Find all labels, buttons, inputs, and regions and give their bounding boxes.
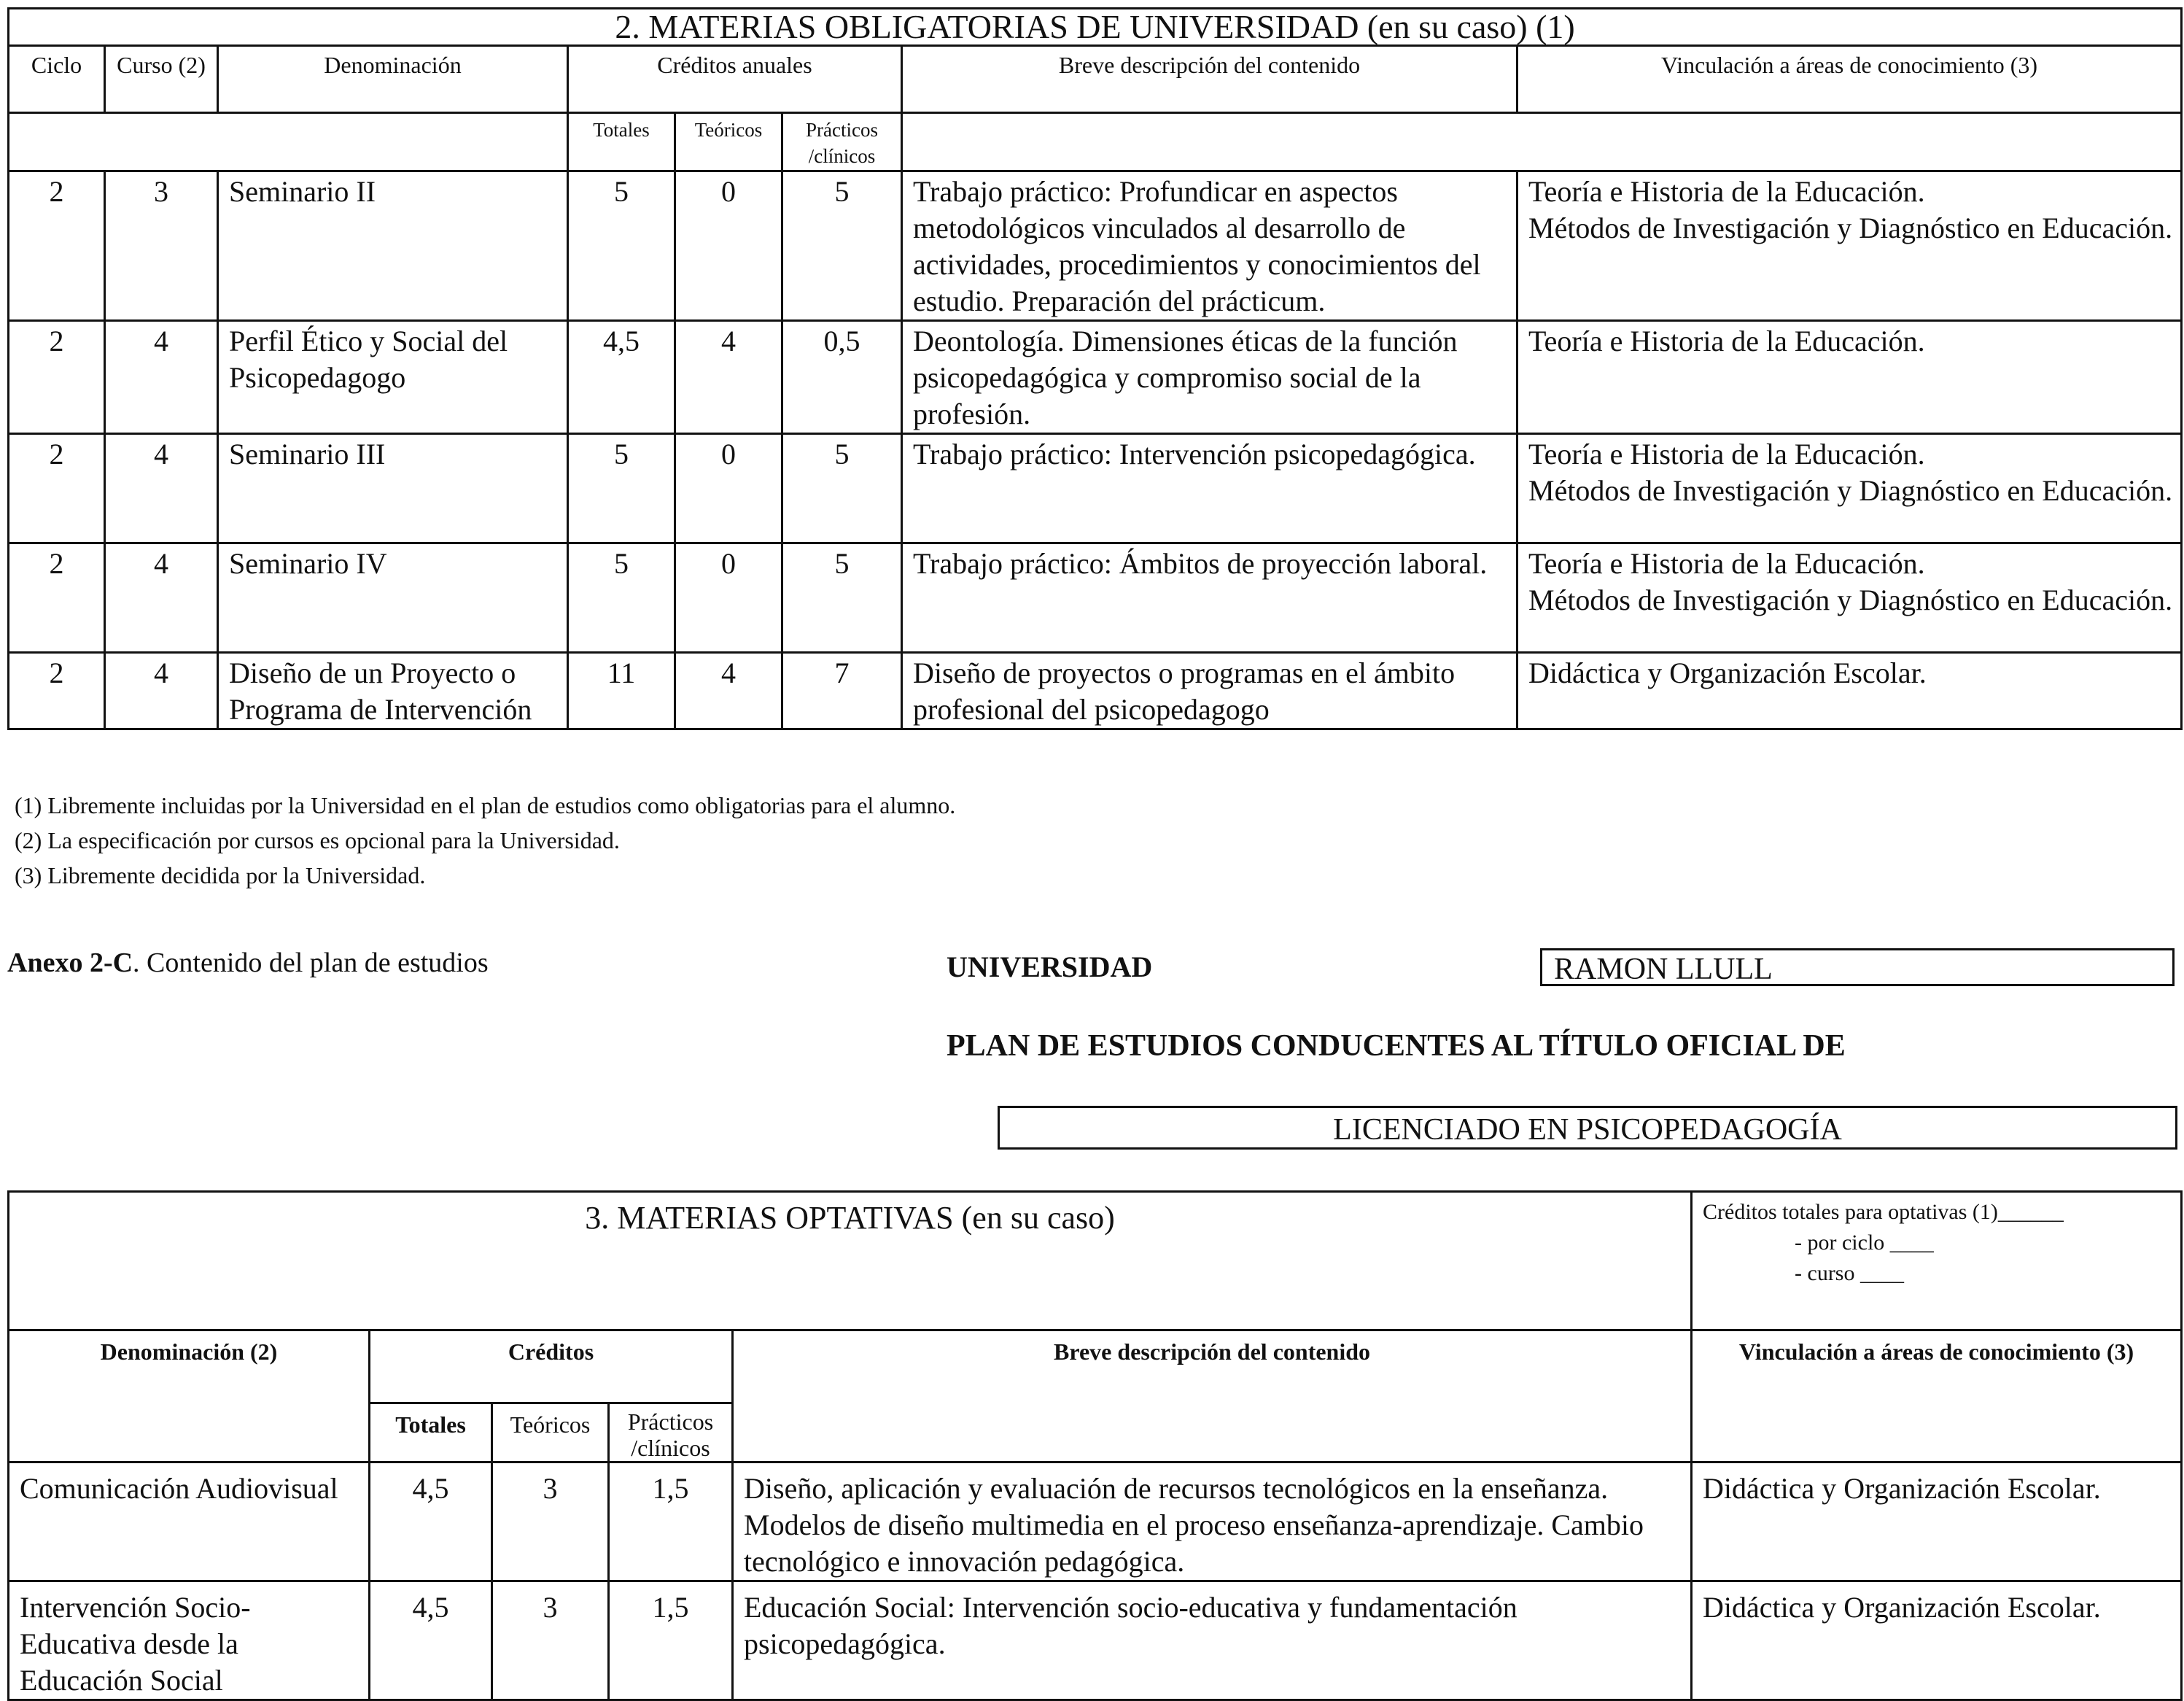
footnotes [15, 788, 955, 893]
vinculacion-line: Métodos de Investigación y Diagnóstico en Educación. [1528, 212, 2173, 244]
cell-vinculacion: Didáctica y Organización Escolar. [1692, 1581, 2182, 1700]
cell-teoricos: 3 [492, 1462, 609, 1581]
cell-teoricos: 3 [492, 1581, 609, 1700]
cell-teoricos: 4 [675, 321, 782, 434]
universidad-label: UNIVERSIDAD [947, 950, 1153, 983]
header-totales: Totales [568, 113, 675, 171]
cell-descripcion: Deontología. Dimensiones éticas de la función psicopedagógica y compromiso social de la profesión. [902, 321, 1517, 434]
footnote: (2) La especificación por cursos es opcional para la Universidad. [15, 827, 620, 853]
cell-vinculacion: Didáctica y Organización Escolar. [1692, 1462, 2182, 1581]
cell-vinculacion [1517, 171, 2182, 321]
cell-practicos: 0,5 [782, 321, 902, 434]
header-denominacion: Denominación [218, 46, 568, 113]
vinculacion-line: Teoría e Historia de la Educación. [1528, 175, 1925, 208]
header-vinculacion: Vinculación a áreas de conocimiento (3) [1517, 46, 2182, 113]
cell-curso: 4 [105, 434, 218, 543]
cell-ciclo: 2 [9, 543, 105, 653]
table-row [9, 171, 2182, 321]
header-curso: Curso (2) [105, 46, 218, 113]
optativas-table [7, 1190, 2183, 1701]
cell-teoricos: 4 [675, 653, 782, 729]
universidad-value: RAMON LLULL [1540, 948, 2175, 986]
table-row [9, 434, 2182, 543]
header-spacer [9, 113, 568, 171]
cell-descripcion: Trabajo práctico: Profundicar en aspectos metodológicos vinculados al desarrollo de actividades, procedimientos y conocimientos del estudio. Preparación del prácticum. [902, 171, 1517, 321]
cell-denominacion: Perfil Ético y Social del Psicopedagogo [218, 321, 568, 434]
credit-line: - por ciclo ____ [1795, 1231, 1934, 1255]
cell-vinculacion [1517, 321, 2182, 434]
header-denominacion: Denominación (2) [9, 1330, 370, 1462]
cell-denominacion: Intervención Socio-Educativa desde la Educación Social [9, 1581, 370, 1700]
cell-denominacion: Seminario II [218, 171, 568, 321]
table-row [9, 543, 2182, 653]
cell-totales: 5 [568, 434, 675, 543]
anexo-text: . Contenido del plan de estudios [133, 948, 489, 978]
cell-totales: 4,5 [370, 1462, 492, 1581]
header-vinculacion: Vinculación a áreas de conocimiento (3) [1692, 1330, 2182, 1462]
table-row [9, 1581, 2182, 1700]
table1-title: 2. MATERIAS OBLIGATORIAS DE UNIVERSIDAD (en su caso) (1) [9, 9, 2182, 46]
header-practicos: Prácticos /clínicos [782, 113, 902, 171]
titulo-value: LICENCIADO EN PSICOPEDAGOGÍA [998, 1106, 2177, 1150]
cell-descripcion: Trabajo práctico: Intervención psicopedagógica. [902, 434, 1517, 543]
vinculacion-line: Métodos de Investigación y Diagnóstico en Educación. [1528, 584, 2173, 616]
header-creditos: Créditos [370, 1330, 733, 1403]
cell-practicos: 5 [782, 434, 902, 543]
cell-descripcion: Trabajo práctico: Ámbitos de proyección laboral. [902, 543, 1517, 653]
anexo-label: Anexo 2-C [7, 948, 133, 978]
table2-title: 3. MATERIAS OPTATIVAS (en su caso) [9, 1192, 1692, 1330]
cell-denominacion: Seminario III [218, 434, 568, 543]
cell-ciclo: 2 [9, 171, 105, 321]
cell-practicos: 5 [782, 171, 902, 321]
cell-vinculacion [1517, 653, 2182, 729]
table-row [9, 1462, 2182, 1581]
cell-ciclo: 2 [9, 653, 105, 729]
cell-descripcion: Educación Social: Intervención socio-educativa y fundamentación psicopedagógica. [733, 1581, 1692, 1700]
header-teoricos: Teóricos [675, 113, 782, 171]
cell-denominacion: Diseño de un Proyecto o Programa de Intervención [218, 653, 568, 729]
obligatorias-table [7, 7, 2183, 730]
header-creditos: Créditos anuales [568, 46, 902, 113]
vinculacion-line: Métodos de Investigación y Diagnóstico en Educación. [1528, 474, 2173, 507]
cell-curso: 4 [105, 321, 218, 434]
cell-denominacion: Comunicación Audiovisual [9, 1462, 370, 1581]
cell-teoricos: 0 [675, 171, 782, 321]
cell-ciclo: 2 [9, 321, 105, 434]
cell-curso: 4 [105, 543, 218, 653]
header-spacer-right [902, 113, 2182, 171]
header-practicos: Prácticos /clínicos [609, 1403, 733, 1462]
cell-totales: 4,5 [370, 1581, 492, 1700]
vinculacion-line: Didáctica y Organización Escolar. [1528, 656, 1927, 689]
anexo-heading [7, 947, 489, 979]
cell-totales: 5 [568, 543, 675, 653]
vinculacion-line: Teoría e Historia de la Educación. [1528, 547, 1925, 580]
cell-ciclo: 2 [9, 434, 105, 543]
cell-teoricos: 0 [675, 434, 782, 543]
cell-practicos: 5 [782, 543, 902, 653]
optativas-credit-box [1692, 1192, 2182, 1330]
cell-practicos: 1,5 [609, 1581, 733, 1700]
plan-title: PLAN DE ESTUDIOS CONDUCENTES AL TÍTULO OFICIAL DE [947, 1029, 1846, 1063]
header-teoricos: Teóricos [492, 1403, 609, 1462]
footnote: (1) Libremente incluidas por la Universidad en el plan de estudios como obligatorias para el alumno. [15, 792, 956, 818]
cell-practicos: 7 [782, 653, 902, 729]
credit-line: - curso ____ [1795, 1261, 1904, 1285]
cell-totales: 4,5 [568, 321, 675, 434]
cell-descripcion: Diseño de proyectos o programas en el ámbito profesional del psicopedagogo [902, 653, 1517, 729]
cell-denominacion: Seminario IV [218, 543, 568, 653]
header-ciclo: Ciclo [9, 46, 105, 113]
cell-practicos: 1,5 [609, 1462, 733, 1581]
cell-curso: 3 [105, 171, 218, 321]
cell-teoricos: 0 [675, 543, 782, 653]
cell-vinculacion [1517, 543, 2182, 653]
vinculacion-line: Teoría e Historia de la Educación. [1528, 438, 1925, 470]
credit-line: Créditos totales para optativas (1)______ [1703, 1200, 2064, 1224]
table-row [9, 321, 2182, 434]
cell-totales: 5 [568, 171, 675, 321]
header-descripcion: Breve descripción del contenido [902, 46, 1517, 113]
cell-descripcion: Diseño, aplicación y evaluación de recursos tecnológicos en la enseñanza. Modelos de diseño multimedia en el proceso enseñanza-aprendizaje. Cambio tecnológico e innovación pedagógica. [733, 1462, 1692, 1581]
footnote: (3) Libremente decidida por la Universidad. [15, 862, 426, 888]
cell-totales: 11 [568, 653, 675, 729]
cell-vinculacion [1517, 434, 2182, 543]
cell-curso: 4 [105, 653, 218, 729]
table-row [9, 653, 2182, 729]
header-descripcion: Breve descripción del contenido [733, 1330, 1692, 1462]
header-totales: Totales [370, 1403, 492, 1462]
vinculacion-line: Teoría e Historia de la Educación. [1528, 325, 1925, 357]
